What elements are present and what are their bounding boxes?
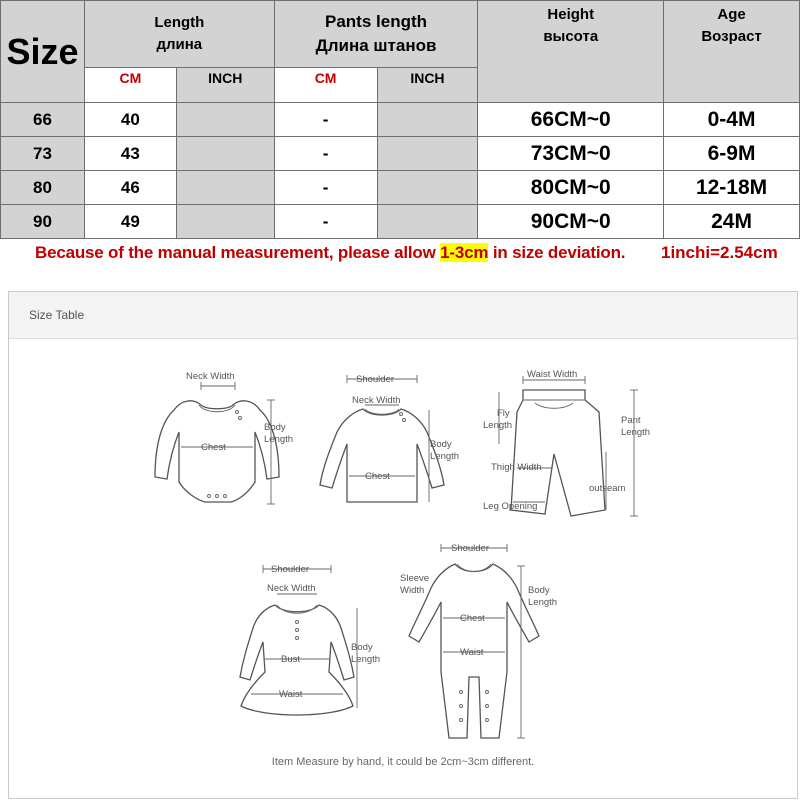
length-inch-unit: INCH <box>176 68 274 103</box>
pants-inch-cell <box>377 171 478 205</box>
neck-width-label: Neck Width <box>267 583 316 594</box>
sleeve-label: Sleeve <box>400 573 430 584</box>
table-row <box>1 103 800 137</box>
deviation-text-after: in size deviation. <box>488 243 626 262</box>
size-cell: 66 <box>1 103 85 137</box>
measure-footnote: Item Measure by hand, it could be 2cm~3cm different. <box>271 756 535 768</box>
pants-cm-cell: - <box>274 205 377 239</box>
pants-outline <box>511 390 605 516</box>
length-inch-cell <box>176 171 274 205</box>
body-label: Body <box>351 642 373 653</box>
height-cell: 73CM~0 <box>478 137 664 171</box>
shoulder-label: Shoulder <box>451 543 490 554</box>
chest-label: Chest <box>201 442 226 453</box>
height-cell: 80CM~0 <box>478 171 664 205</box>
length-header-ru: длина <box>156 36 203 53</box>
fly-label: Fly <box>497 408 510 419</box>
size-cell: 80 <box>1 171 85 205</box>
height-header <box>478 1 664 103</box>
age-cell: 0-4M <box>664 103 800 137</box>
table-row <box>1 205 800 239</box>
body-label: Body <box>264 422 286 433</box>
height-cell: 66CM~0 <box>478 103 664 137</box>
pants-header-ru: Длина штанов <box>315 36 437 55</box>
romper-diagram <box>400 543 557 738</box>
pant-label: Pant <box>621 415 641 426</box>
pants-length-header <box>274 1 478 68</box>
length-header <box>84 1 274 68</box>
dress-diagram <box>240 564 380 715</box>
chest-label: Chest <box>460 613 485 624</box>
measurement-diagram <box>9 292 797 798</box>
length-inch-cell <box>176 137 274 171</box>
length-label: Length <box>351 654 381 665</box>
tshirt-diagram <box>320 374 459 502</box>
inch-conversion: 1inchi=2.54cm <box>661 243 778 262</box>
panel-title: Size Table <box>29 308 85 322</box>
waist-label: Waist <box>279 689 303 700</box>
size-cell: 90 <box>1 205 85 239</box>
size-table <box>0 0 800 239</box>
size-header: Size <box>1 1 85 103</box>
length-cm-cell: 40 <box>84 103 176 137</box>
length-cm-unit: CM <box>84 68 176 103</box>
length-label: Length <box>264 434 294 445</box>
leg-opening-label: Leg Opening <box>483 501 538 512</box>
pants-inch-cell <box>377 205 478 239</box>
size-table-panel <box>8 291 798 799</box>
length-label: Length <box>528 597 558 608</box>
body-label: Body <box>528 585 550 596</box>
pants-diagram <box>483 369 650 516</box>
age-header <box>664 1 800 103</box>
size-cell: 73 <box>1 137 85 171</box>
length-cm-cell: 43 <box>84 137 176 171</box>
length-cm-cell: 49 <box>84 205 176 239</box>
sleeve-width-label: Width <box>400 585 425 596</box>
pants-inch-cell <box>377 103 478 137</box>
length-label: Length <box>430 451 460 462</box>
age-cell: 12-18M <box>664 171 800 205</box>
tshirt-outline <box>320 409 444 502</box>
pants-cm-unit: CM <box>274 68 377 103</box>
age-cell: 6-9M <box>664 137 800 171</box>
pants-cm-cell: - <box>274 137 377 171</box>
thigh-width-label: Thigh Width <box>491 462 542 473</box>
length-header-en: Length <box>154 14 205 31</box>
age-cell: 24M <box>664 205 800 239</box>
table-row <box>1 171 800 205</box>
table-row <box>1 137 800 171</box>
neck-width-label: Neck Width <box>186 371 235 382</box>
chest-label: Chest <box>365 471 390 482</box>
bust-label: Bust <box>281 654 301 665</box>
pants-cm-cell: - <box>274 171 377 205</box>
neck-width-label: Neck Width <box>352 395 401 406</box>
height-header-en: Height <box>547 6 595 23</box>
age-header-en: Age <box>717 6 746 23</box>
outseam-label: outseam <box>589 483 626 494</box>
waist-label: Waist <box>460 647 484 658</box>
shoulder-label: Shoulder <box>271 564 310 575</box>
pants-cm-cell: - <box>274 103 377 137</box>
deviation-text <box>35 243 625 263</box>
pants-inch-unit: INCH <box>377 68 478 103</box>
pants-header-en: Pants length <box>325 12 428 31</box>
deviation-note <box>0 237 800 275</box>
deviation-text-before: Because of the manual measurement, please allow <box>35 243 441 262</box>
length-inch-cell <box>176 205 274 239</box>
length-inch-cell <box>176 103 274 137</box>
waist-width-label: Waist Width <box>527 369 578 380</box>
shoulder-label: Shoulder <box>356 374 395 385</box>
height-header-ru: высота <box>543 28 599 45</box>
height-cell: 90CM~0 <box>478 205 664 239</box>
body-label: Body <box>430 439 452 450</box>
bodysuit-diagram <box>155 371 293 504</box>
pant-length-label: Length <box>621 427 651 438</box>
deviation-highlight: 1-3cm <box>440 243 489 262</box>
length-cm-cell: 46 <box>84 171 176 205</box>
pants-inch-cell <box>377 137 478 171</box>
age-header-ru: Возраст <box>701 28 762 45</box>
fly-length-label: Length <box>483 420 513 431</box>
